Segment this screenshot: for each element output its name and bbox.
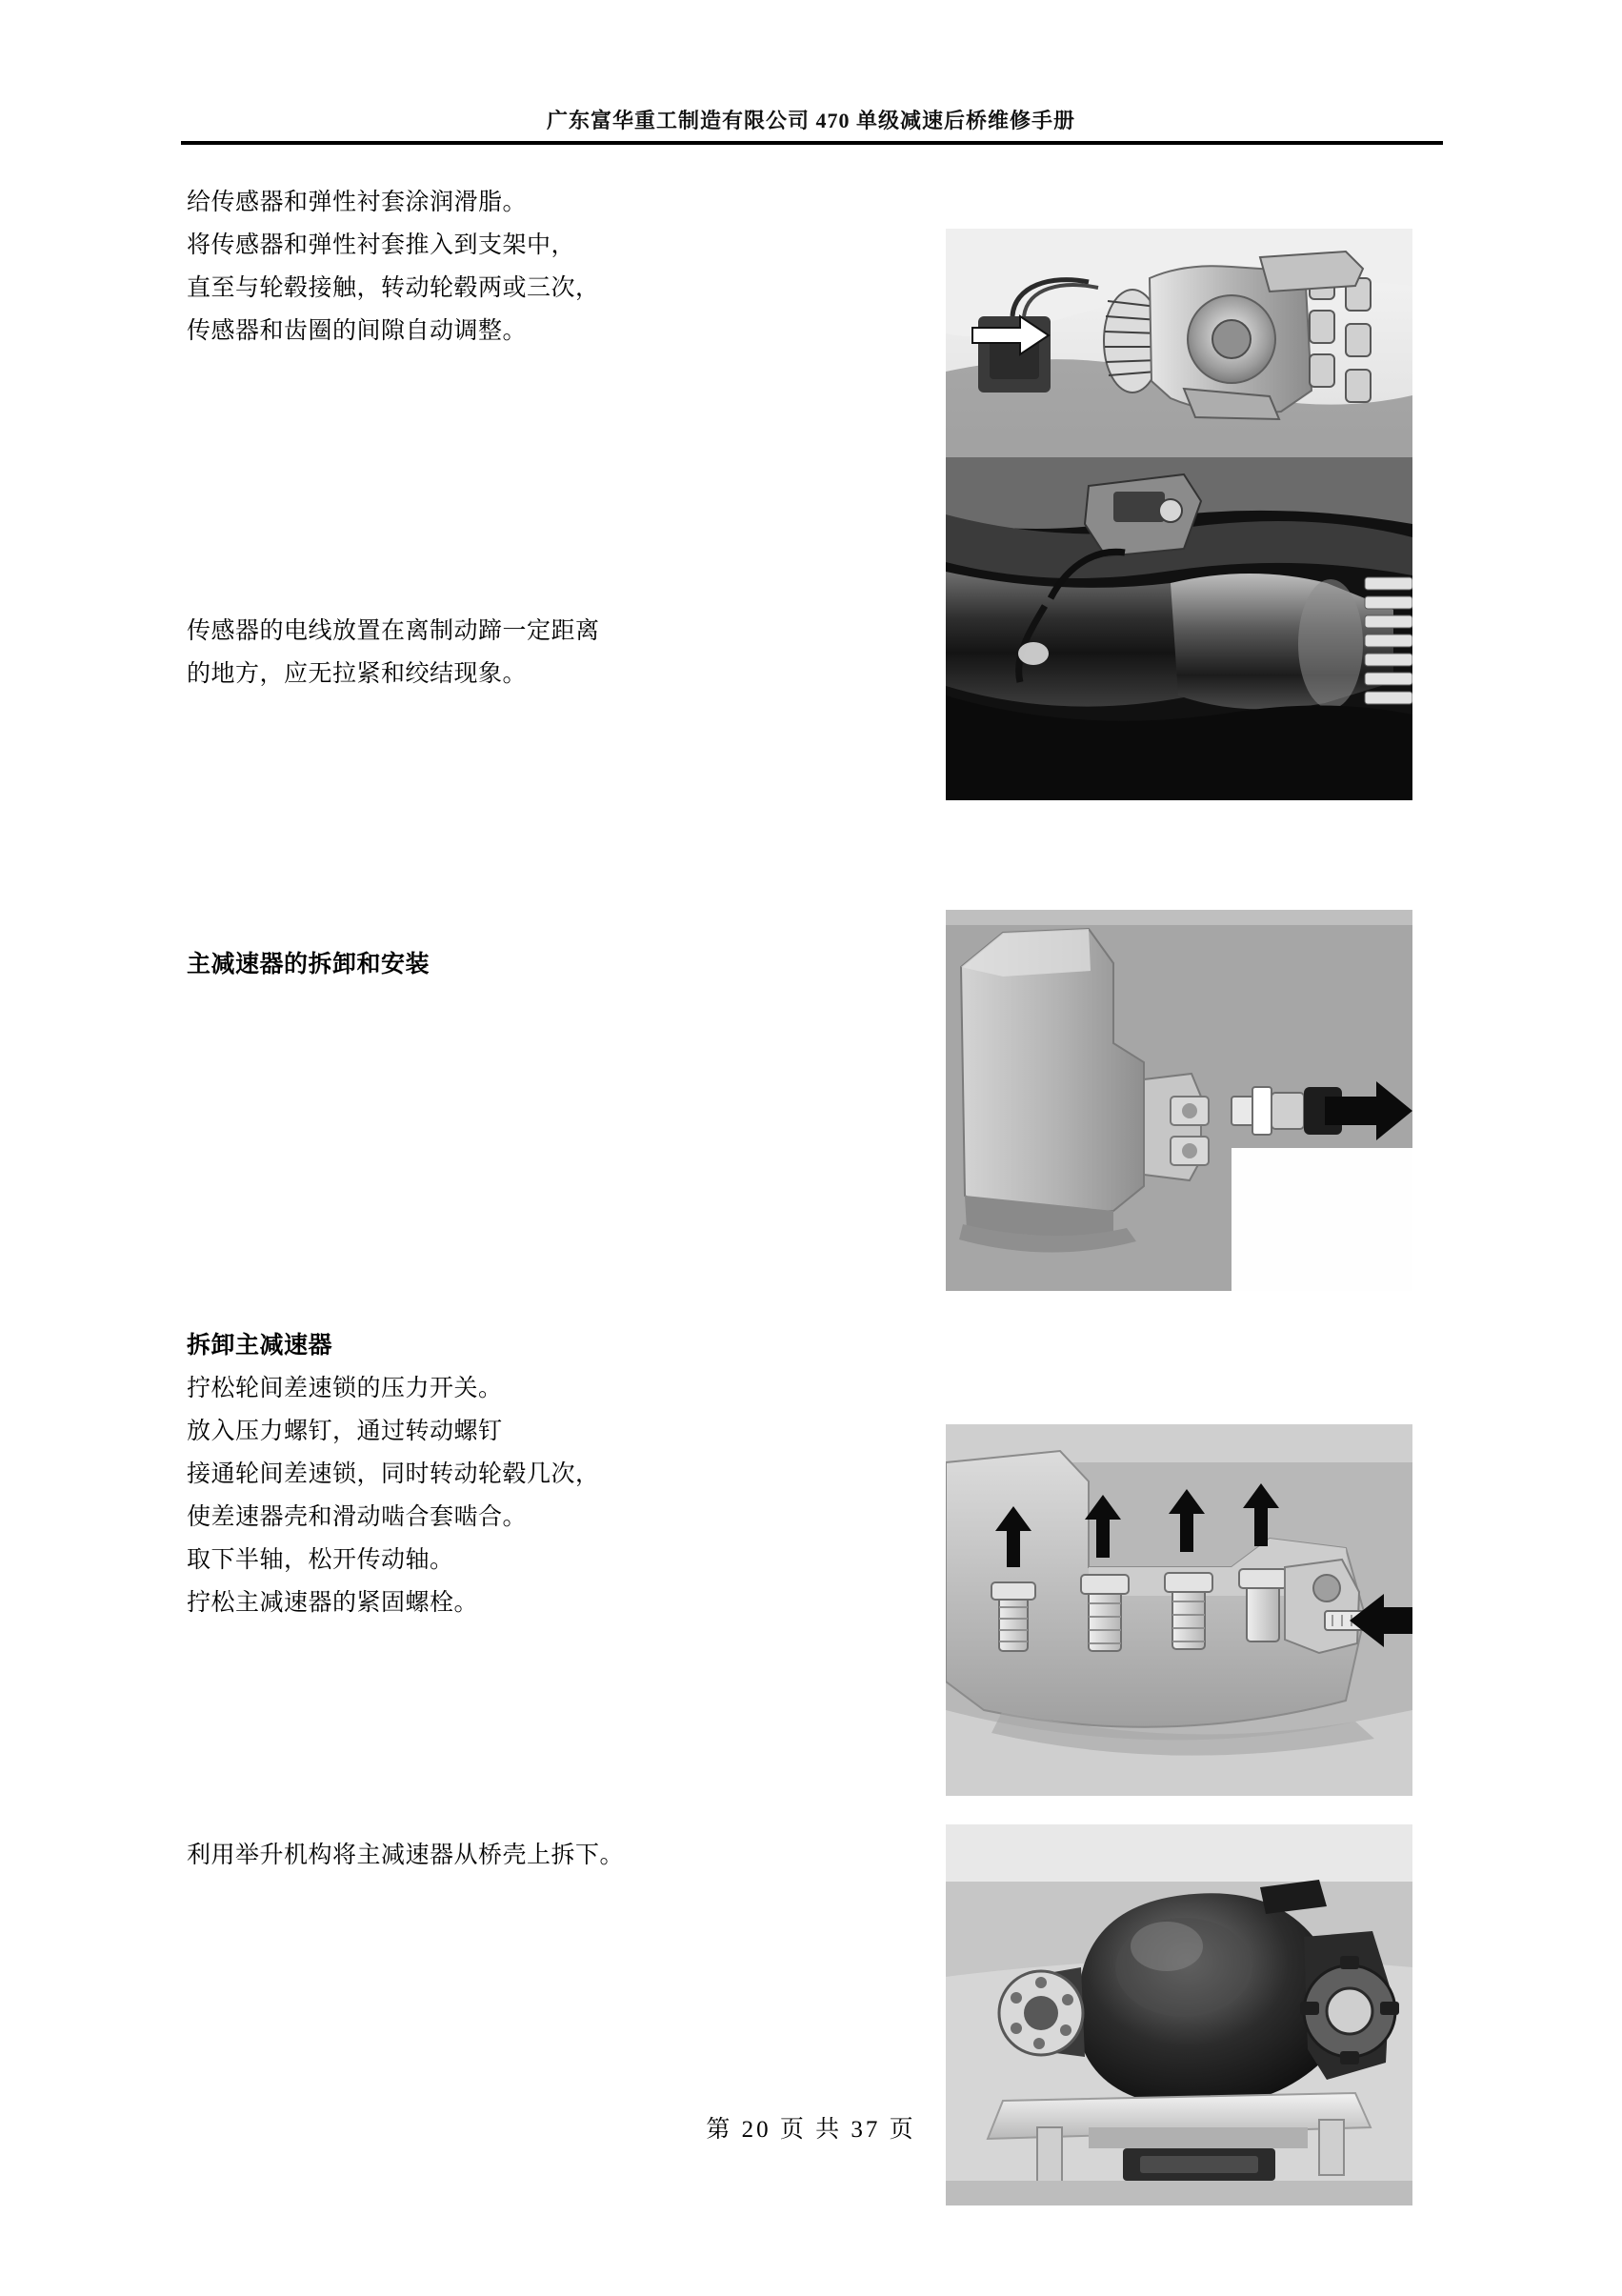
heading-text: 拆卸主减速器 bbox=[187, 1333, 333, 1359]
heading-disassemble bbox=[187, 1324, 332, 1367]
paragraph-line: 取下半轴，松开传动轴。 bbox=[187, 1547, 454, 1573]
page-footer: 第 20 页 共 37 页 bbox=[706, 2117, 916, 2143]
paragraph-disassemble bbox=[187, 1367, 600, 1624]
figure-pressure-switch-photo bbox=[946, 910, 1412, 1291]
paragraph-wiring bbox=[187, 610, 600, 695]
figure-sensor-hub-photo bbox=[946, 229, 1412, 457]
paragraph-line: 直至与轮毂接触，转动轮毂两或三次， bbox=[187, 275, 600, 301]
page-header bbox=[0, 105, 1622, 134]
paragraph-line: 传感器和齿圈的间隙自动调整。 bbox=[187, 318, 528, 344]
figure-mounting-bolts-photo bbox=[946, 1424, 1412, 1796]
paragraph-line: 拧松主减速器的紧固螺栓。 bbox=[187, 1590, 479, 1616]
paragraph-line: 将传感器和弹性衬套推入到支架中， bbox=[187, 232, 576, 258]
figure-carrier-on-lift-photo bbox=[946, 1824, 1412, 2205]
paragraph-line: 拧松轮间差速锁的压力开关。 bbox=[187, 1376, 503, 1401]
paragraph-line: 的地方，应无拉紧和绞结现象。 bbox=[187, 661, 528, 687]
paragraph-line: 传感器的电线放置在离制动蹄一定距离 bbox=[187, 618, 600, 644]
paragraph-line: 使差速器壳和滑动啮合套啮合。 bbox=[187, 1504, 528, 1530]
paragraph-line: 给传感器和弹性衬套涂润滑脂。 bbox=[187, 190, 528, 215]
header-title: 广东富华重工制造有限公司 470 单级减速后桥维修手册 bbox=[546, 109, 1075, 132]
heading-text: 主减速器的拆卸和安装 bbox=[187, 952, 431, 977]
header-divider bbox=[181, 141, 1443, 145]
paragraph-line: 放入压力螺钉，通过转动螺钉 bbox=[187, 1419, 503, 1444]
paragraph-lift bbox=[187, 1834, 624, 1877]
paragraph-line: 接通轮间差速锁，同时转动轮毂几次， bbox=[187, 1461, 600, 1487]
paragraph-lubricate bbox=[187, 181, 600, 352]
figure-axle-shaft-photo bbox=[946, 457, 1412, 800]
heading-remove-install bbox=[187, 943, 430, 986]
paragraph-line: 利用举升机构将主减速器从桥壳上拆下。 bbox=[187, 1843, 625, 1868]
